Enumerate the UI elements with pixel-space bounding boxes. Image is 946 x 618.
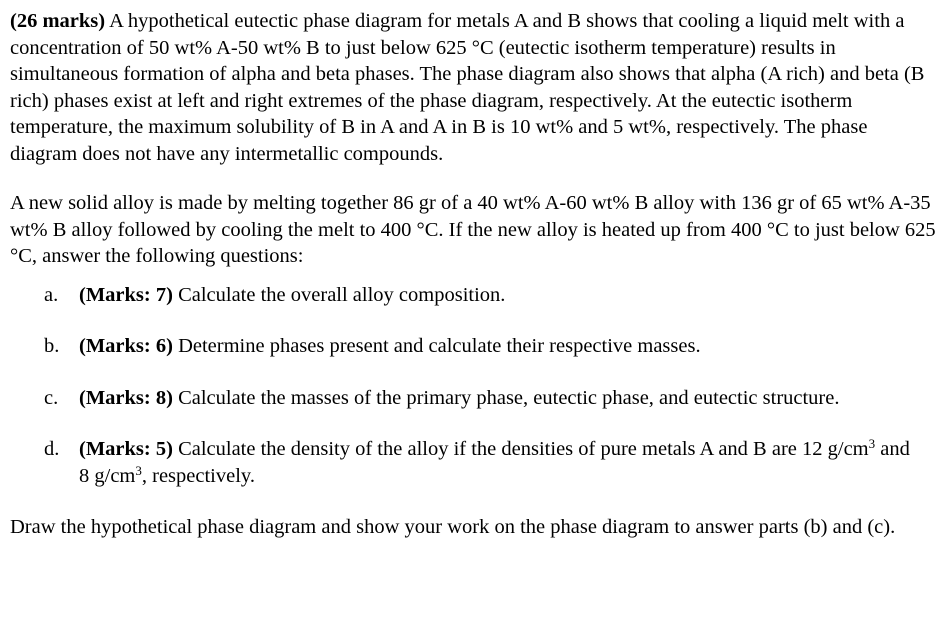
superscript-cubed: 3 [868,436,876,451]
question-item-a [10,282,946,309]
question-item-d [10,436,946,489]
superscript-cubed: 3 [135,462,142,478]
question-text: Calculate the overall alloy composition. [172,283,506,306]
question-item-b [10,333,946,360]
question-text-part3: , respectively. [141,464,255,487]
question-letter: c. [44,386,59,409]
problem-intro-paragraph [10,8,938,167]
closing-instruction: Draw the hypothetical phase diagram and show your work on the phase diagram to answer parts (b) and (c). [10,516,896,538]
total-marks: (26 marks) [10,10,106,32]
question-marks: (Marks: 8) [79,386,173,409]
question-item-c [10,385,946,412]
question-text-part2: and 8 g/cm [79,438,910,487]
alloy-description-paragraph: A new solid alloy is made by melting together 86 gr of a 40 wt% A-60 wt% B alloy with 136 gr of 65 wt% A-35 wt% B alloy followed by cooling the melt to 400 °C. If the new alloy is heated up from 400 °C to just below 625 °C, answer the following questions: [10,192,936,267]
question-text: Calculate the masses of the primary phase, eutectic phase, and eutectic structure. [172,386,840,409]
intro-text: A hypothetical eutectic phase diagram for metals A and B shows that cooling a liquid melt with a concentration of 50 wt% A-50 wt% B to just below 625 °C (eutectic isotherm temperature) results in simultaneous formation of alpha and beta phases. The phase diagram also shows that alpha (A rich) and beta (B rich) phases exist at left and right extremes of the phase diagram, respectively. At the eutectic isotherm temperature, the maximum solubility of B in A and A in B is 10 wt% and 5 wt%, respectively. The phase diagram does not have any intermetallic compounds. [10,10,925,165]
question-marks: (Marks: 5) [79,438,173,460]
question-letter: b. [44,335,60,357]
question-marks: (Marks: 6) [79,335,173,357]
question-marks: (Marks: 7) [79,283,173,306]
question-list [10,282,946,490]
question-letter: a. [44,283,59,306]
question-text: Determine phases present and calculate their respective masses. [172,335,701,357]
question-text-part1: Calculate the density of the alloy if the densities of pure metals A and B are 12 g/cm [172,438,869,460]
question-letter: d. [44,438,60,460]
